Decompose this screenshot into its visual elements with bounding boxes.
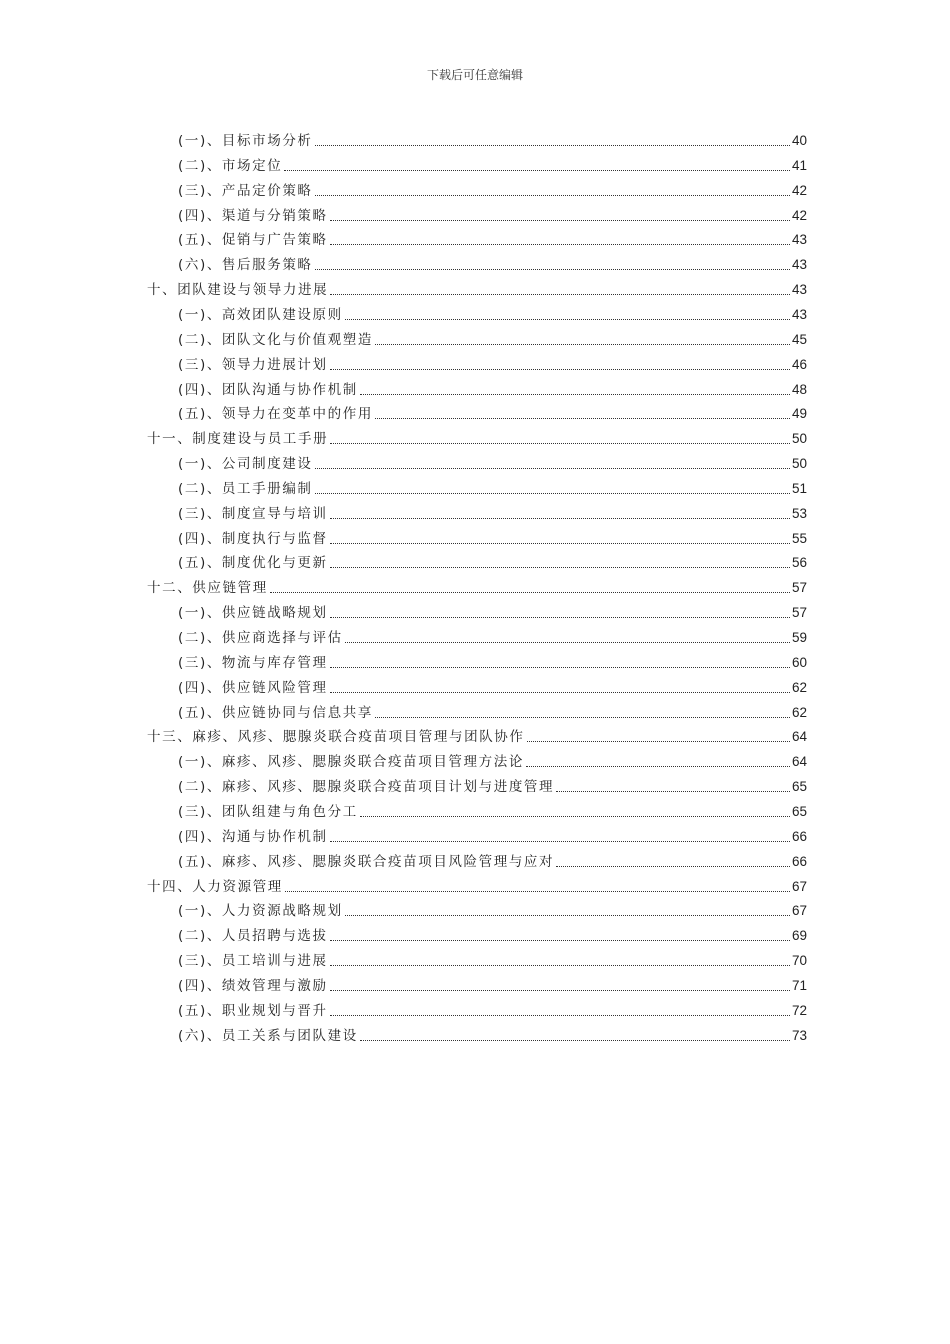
toc-page-number: 57: [791, 580, 807, 596]
toc-page-number: 42: [791, 182, 807, 198]
dot-leader: [556, 790, 790, 792]
toc-entry-title: (四)、团队沟通与协作机制: [178, 381, 358, 398]
toc-section-entry[interactable]: [178, 797, 807, 821]
dot-leader: [330, 616, 790, 618]
dot-leader: [285, 890, 790, 892]
dot-leader: [330, 368, 790, 370]
dot-leader: [330, 517, 790, 519]
toc-chapter-entry[interactable]: [147, 573, 807, 597]
toc-page-number: 53: [791, 505, 807, 521]
dot-leader: [360, 393, 790, 395]
toc-page-number: 66: [791, 828, 807, 844]
toc-section-entry[interactable]: [178, 325, 807, 349]
toc-page-number: 72: [791, 1002, 807, 1018]
toc-page-number: 55: [791, 530, 807, 546]
toc-page-number: 56: [791, 555, 807, 571]
toc-page-number: 43: [791, 306, 807, 322]
dot-leader: [330, 840, 790, 842]
toc-entry-title: (二)、麻疹、风疹、腮腺炎联合疫苗项目计划与进度管理: [178, 779, 555, 796]
toc-entry-title: 十三、麻疹、风疹、腮腺炎联合疫苗项目管理与团队协作: [147, 729, 525, 746]
toc-entry-title: (二)、人员招聘与选拔: [178, 928, 328, 945]
toc-section-entry[interactable]: [178, 971, 807, 995]
toc-page-number: 64: [791, 729, 807, 745]
toc-section-entry[interactable]: [178, 126, 807, 150]
toc-entry-title: (一)、人力资源战略规划: [178, 903, 343, 920]
dot-leader: [556, 865, 790, 867]
toc-section-entry[interactable]: [178, 847, 807, 871]
dot-leader: [360, 815, 790, 817]
toc-entry-title: (五)、麻疹、风疹、腮腺炎联合疫苗项目风险管理与应对: [178, 853, 555, 870]
toc-section-entry[interactable]: [178, 747, 807, 771]
dot-leader: [345, 914, 790, 916]
toc-entry-title: (六)、员工关系与团队建设: [178, 1027, 358, 1044]
toc-section-entry[interactable]: [178, 225, 807, 249]
toc-page-number: 60: [791, 654, 807, 670]
toc-page-number: 65: [791, 779, 807, 795]
dot-leader: [284, 169, 790, 171]
toc-entry-title: (五)、职业规划与晋升: [178, 1002, 328, 1019]
toc-page-number: 69: [791, 928, 807, 944]
dot-leader: [526, 765, 790, 767]
dot-leader: [330, 1014, 790, 1016]
toc-entry-title: (四)、绩效管理与激励: [178, 977, 328, 994]
toc-section-entry[interactable]: [178, 896, 807, 920]
toc-entry-title: (二)、市场定位: [178, 157, 283, 174]
toc-page-number: 40: [791, 133, 807, 148]
toc-page-number: 62: [791, 679, 807, 695]
toc-entry-title: (五)、供应链协同与信息共享: [178, 704, 373, 721]
toc-section-entry[interactable]: [178, 698, 807, 722]
toc-chapter-entry[interactable]: [147, 275, 807, 299]
toc-entry-title: (二)、员工手册编制: [178, 480, 313, 497]
toc-section-entry[interactable]: [178, 772, 807, 796]
toc-chapter-entry[interactable]: [147, 424, 807, 448]
page-header: 下载后可任意编辑: [426, 68, 523, 82]
toc-section-entry[interactable]: [178, 399, 807, 423]
dot-leader: [330, 243, 790, 245]
toc-entry-title: 十二、供应链管理: [147, 580, 268, 597]
toc-section-entry[interactable]: [178, 300, 807, 324]
toc-section-entry[interactable]: [178, 1021, 807, 1045]
toc-section-entry[interactable]: [178, 524, 807, 548]
dot-leader: [375, 716, 790, 718]
toc-entry-title: (二)、团队文化与价值观塑造: [178, 331, 373, 348]
toc-entry-title: (四)、沟通与协作机制: [178, 828, 328, 845]
dot-leader: [345, 641, 790, 643]
toc-entry-title: (二)、供应商选择与评估: [178, 630, 343, 646]
toc-page-number: 71: [791, 977, 807, 993]
toc-page-number: 64: [791, 754, 807, 770]
toc-section-entry[interactable]: [178, 598, 807, 622]
toc-section-entry[interactable]: [178, 996, 807, 1020]
toc-section-entry[interactable]: [178, 449, 807, 473]
toc-page-number: 43: [791, 232, 807, 248]
toc-section-entry[interactable]: [178, 921, 807, 945]
dot-leader: [270, 591, 790, 593]
dot-leader: [315, 144, 790, 146]
toc-page-number: 67: [791, 878, 807, 894]
dot-leader: [330, 939, 790, 941]
toc-page-number: 43: [791, 257, 807, 273]
toc-section-entry[interactable]: [178, 350, 807, 374]
dot-leader: [315, 194, 790, 196]
toc-section-entry[interactable]: [178, 946, 807, 970]
toc-section-entry[interactable]: [178, 499, 807, 523]
toc-section-entry[interactable]: [178, 673, 807, 697]
toc-page-number: 49: [791, 406, 807, 422]
toc-entry-title: (四)、制度执行与监督: [178, 530, 328, 547]
toc-section-entry[interactable]: [178, 375, 807, 399]
toc-page-number: 66: [791, 853, 807, 869]
toc-entry-title: (三)、领导力进展计划: [178, 356, 328, 373]
toc-page-number: 70: [791, 953, 807, 969]
toc-page-number: 42: [791, 207, 807, 223]
toc-entry-title: (五)、领导力在变革中的作用: [178, 406, 373, 423]
toc-page-number: 41: [791, 157, 807, 173]
toc-page-number: 67: [791, 903, 807, 919]
dot-leader: [375, 343, 790, 345]
toc-section-entry[interactable]: [178, 822, 807, 846]
dot-leader: [375, 417, 790, 419]
toc-page-number: 62: [791, 704, 807, 720]
toc-entry-title: (六)、售后服务策略: [178, 257, 313, 274]
dot-leader: [330, 566, 790, 568]
dot-leader: [527, 740, 790, 742]
dot-leader: [315, 492, 790, 494]
toc-entry-title: (一)、目标市场分析: [178, 133, 313, 149]
dot-leader: [315, 467, 790, 469]
toc-page-number: 73: [791, 1027, 807, 1043]
toc-page-number: 59: [791, 630, 807, 645]
toc-entry-title: (三)、团队组建与角色分工: [178, 803, 358, 820]
dot-leader: [315, 268, 790, 270]
toc-page-number: 50: [791, 431, 807, 447]
toc-entry-title: (三)、制度宣导与培训: [178, 505, 328, 522]
dot-leader: [330, 691, 790, 693]
toc-page-number: 65: [791, 803, 807, 819]
toc-entry-title: (五)、制度优化与更新: [178, 555, 328, 572]
toc-entry-title: (四)、供应链风险管理: [178, 679, 328, 696]
dot-leader: [330, 293, 790, 295]
dot-leader: [330, 989, 790, 991]
toc-section-entry[interactable]: [178, 623, 807, 647]
dot-leader: [360, 1039, 790, 1041]
toc-entry-title: (五)、促销与广告策略: [178, 232, 328, 249]
toc-page-number: 43: [791, 282, 807, 298]
toc-entry-title: (一)、供应链战略规划: [178, 605, 328, 622]
toc-section-entry[interactable]: [178, 201, 807, 225]
toc-page-number: 57: [791, 605, 807, 621]
toc-entry-title: (三)、产品定价策略: [178, 182, 313, 199]
toc-entry-title: (一)、公司制度建设: [178, 456, 313, 473]
toc-entry-title: (一)、高效团队建设原则: [178, 306, 343, 323]
toc-section-entry[interactable]: [178, 474, 807, 498]
toc-entry-title: 十四、人力资源管理: [147, 878, 283, 895]
toc-entry-title: 十一、制度建设与员工手册: [147, 431, 329, 448]
dot-leader: [345, 318, 790, 320]
toc-entry-title: (三)、物流与库存管理: [178, 654, 328, 671]
toc-section-entry[interactable]: [178, 548, 807, 572]
dot-leader: [330, 542, 790, 544]
dot-leader: [330, 666, 790, 668]
dot-leader: [330, 442, 790, 444]
toc-chapter-entry[interactable]: [147, 872, 807, 896]
toc-page-number: 46: [791, 356, 807, 372]
toc-entry-title: (四)、渠道与分销策略: [178, 207, 328, 224]
toc-page-number: 50: [791, 456, 807, 472]
toc-page-number: 48: [791, 381, 807, 397]
toc-section-entry[interactable]: [178, 250, 807, 274]
toc-page-number: 51: [791, 480, 807, 496]
toc-page-number: 45: [791, 331, 807, 347]
toc-entry-title: (一)、麻疹、风疹、腮腺炎联合疫苗项目管理方法论: [178, 754, 524, 771]
toc-chapter-entry[interactable]: [147, 722, 807, 746]
toc-entry-title: 十、团队建设与领导力进展: [147, 282, 329, 299]
toc-section-entry[interactable]: [178, 176, 807, 200]
toc-section-entry[interactable]: [178, 648, 807, 672]
dot-leader: [330, 964, 790, 966]
toc-section-entry[interactable]: [178, 151, 807, 175]
dot-leader: [330, 219, 790, 221]
toc-entry-title: (三)、员工培训与进展: [178, 953, 328, 970]
